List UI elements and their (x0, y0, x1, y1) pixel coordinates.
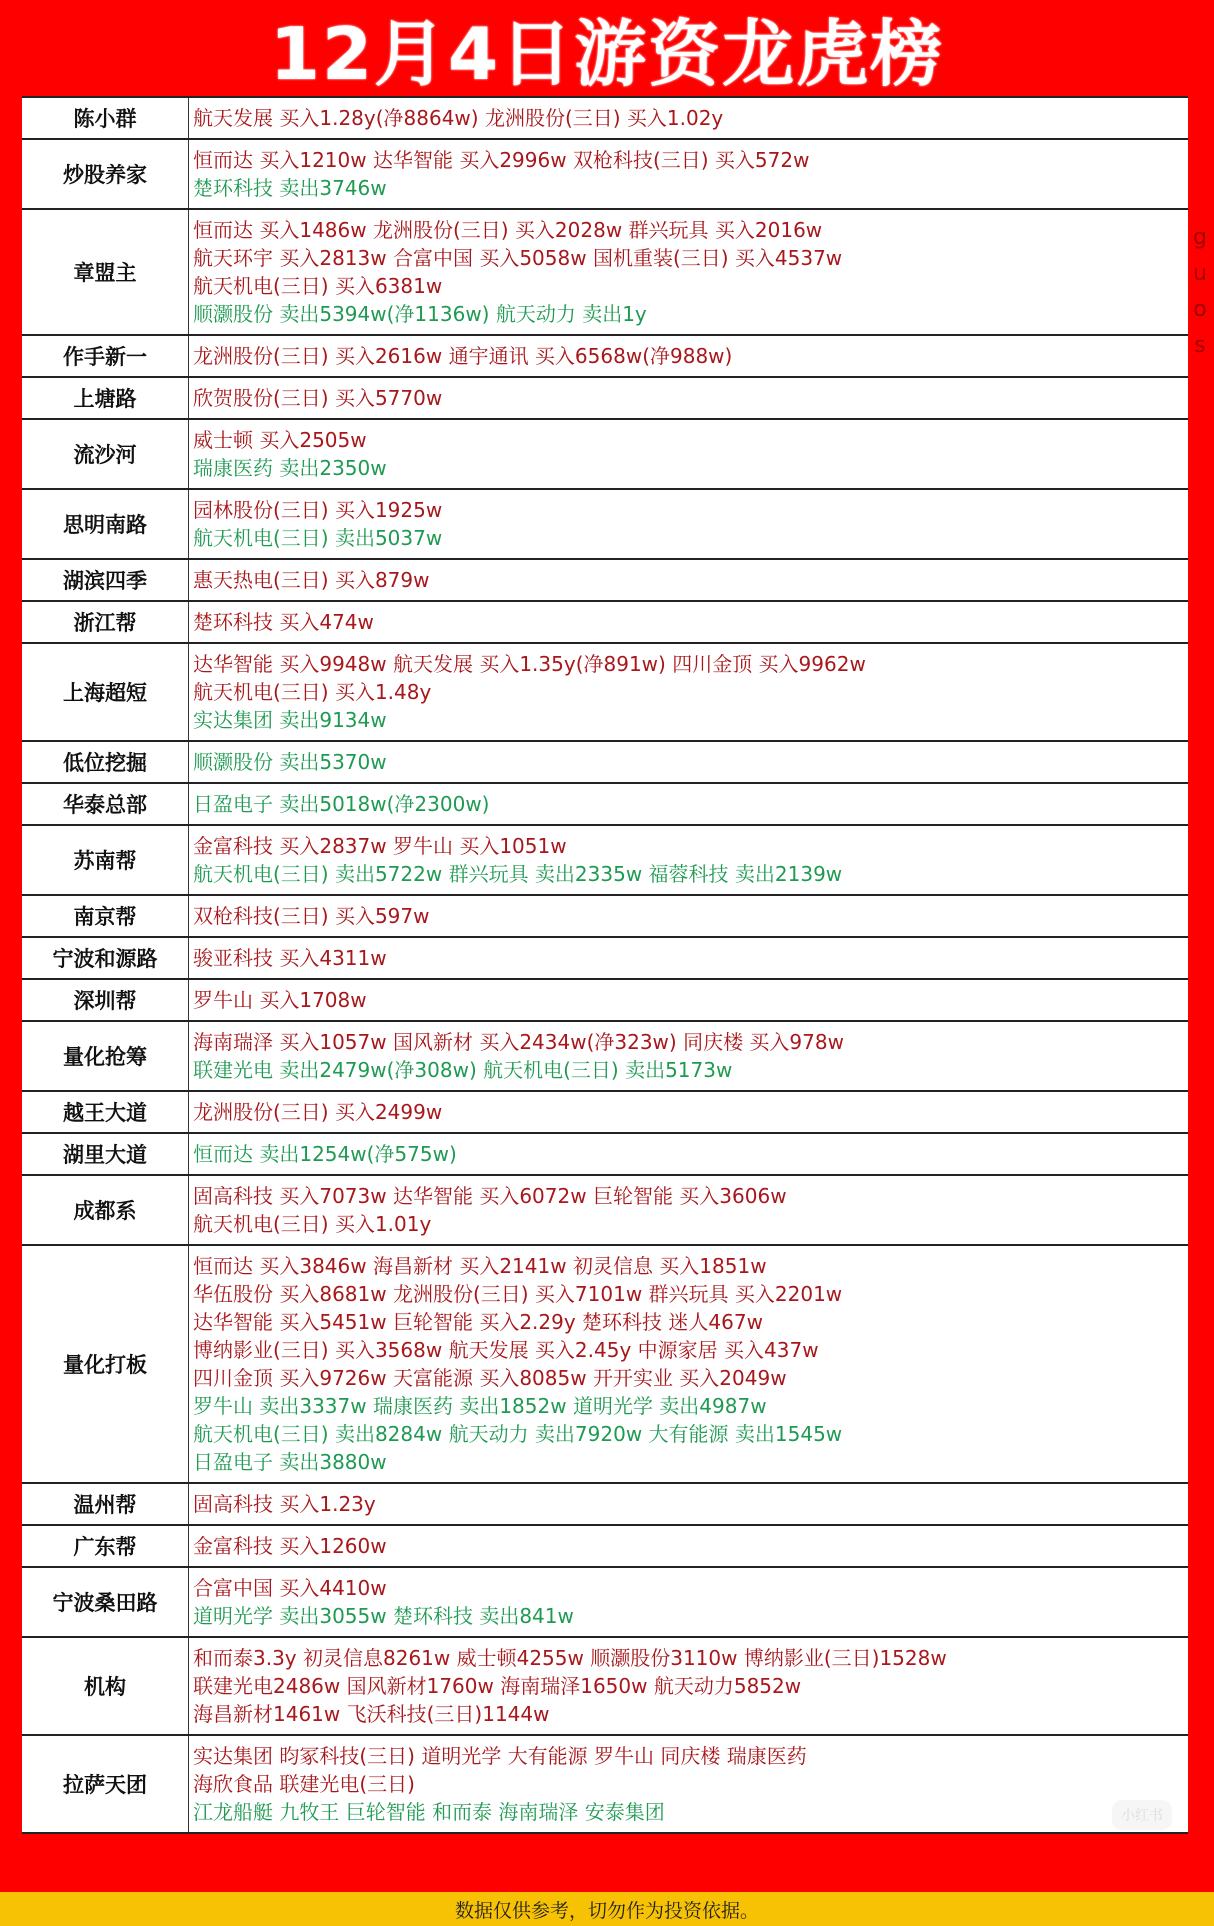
trades-cell (189, 826, 1188, 894)
trader-name: 成都系 (22, 1176, 189, 1244)
table-row (22, 1484, 1188, 1526)
sell-trade-line: 日盈电子 卖出3880w (193, 1450, 387, 1474)
trader-name: 上塘路 (22, 378, 189, 418)
buy-trade-line: 联建光电2486w 国风新材1760w 海南瑞泽1650w 航天动力5852w (193, 1674, 802, 1698)
table-row (22, 742, 1188, 784)
watermark-letter: g (1193, 225, 1207, 250)
trades-cell (189, 1134, 1188, 1174)
buy-trade-line: 金富科技 买入2837w 罗牛山 买入1051w (193, 834, 567, 858)
table-row (22, 560, 1188, 602)
table-row (22, 1092, 1188, 1134)
trader-name: 机构 (22, 1638, 189, 1734)
buy-trade-line: 海南瑞泽 买入1057w 国风新材 买入2434w(净323w) 同庆楼 买入978w (193, 1030, 844, 1054)
trader-name: 思明南路 (22, 490, 189, 558)
buy-trade-line: 海昌新材1461w 飞沃科技(三日)1144w (193, 1702, 550, 1726)
buy-trade-line: 航天环宇 买入2813w 合富中国 买入5058w 国机重装(三日) 买入4537w (193, 246, 843, 270)
table-row (22, 1022, 1188, 1092)
trader-name: 陈小群 (22, 98, 189, 138)
buy-trade-line: 博纳影业(三日) 买入3568w 航天发展 买入2.45y 中源家居 买入437w (193, 1338, 819, 1362)
sell-trade-line: 日盈电子 卖出5018w(净2300w) (193, 792, 490, 816)
table-row (22, 336, 1188, 378)
buy-trade-line: 固高科技 买入1.23y (193, 1492, 376, 1516)
xiaohongshu-badge: 小红书 (1112, 1800, 1172, 1830)
trades-cell (189, 1246, 1188, 1482)
buy-trade-line: 龙洲股份(三日) 买入2616w 通宇通讯 买入6568w(净988w) (193, 344, 733, 368)
buy-trade-line: 骏亚科技 买入4311w (193, 946, 387, 970)
trader-name: 流沙河 (22, 420, 189, 488)
buy-trade-line: 实达集团 昀冢科技(三日) 道明光学 大有能源 罗牛山 同庆楼 瑞康医药 (193, 1744, 807, 1768)
table-row (22, 826, 1188, 896)
buy-trade-line: 达华智能 买入5451w 巨轮智能 买入2.29y 楚环科技 迷人467w (193, 1310, 763, 1334)
trader-name: 湖滨四季 (22, 560, 189, 600)
buy-trade-line: 双枪科技(三日) 买入597w (193, 904, 430, 928)
table-row (22, 1638, 1188, 1736)
trader-name: 宁波桑田路 (22, 1568, 189, 1636)
buy-trade-line: 四川金顶 买入9726w 天富能源 买入8085w 开开实业 买入2049w (193, 1366, 787, 1390)
sell-trade-line: 实达集团 卖出9134w (193, 708, 387, 732)
trader-name: 低位挖掘 (22, 742, 189, 782)
sell-trade-line: 道明光学 卖出3055w 楚环科技 卖出841w (193, 1604, 574, 1628)
buy-trade-line: 海欣食品 联建光电(三日) (193, 1772, 415, 1796)
table-row (22, 1568, 1188, 1638)
trades-cell (189, 938, 1188, 978)
table-row (22, 490, 1188, 560)
table-row (22, 784, 1188, 826)
trades-cell (189, 1568, 1188, 1636)
trades-cell (189, 560, 1188, 600)
table-row (22, 210, 1188, 336)
buy-trade-line: 航天发展 买入1.28y(净8864w) 龙洲股份(三日) 买入1.02y (193, 106, 724, 130)
trades-cell (189, 1176, 1188, 1244)
sell-trade-line: 恒而达 卖出1254w(净575w) (193, 1142, 457, 1166)
trader-name: 上海超短 (22, 644, 189, 740)
buy-trade-line: 园林股份(三日) 买入1925w (193, 498, 443, 522)
sell-trade-line: 顺灏股份 卖出5370w (193, 750, 387, 774)
trader-name: 南京帮 (22, 896, 189, 936)
table-row (22, 1246, 1188, 1484)
trader-name: 深圳帮 (22, 980, 189, 1020)
trades-cell (189, 1092, 1188, 1132)
trades-cell (189, 896, 1188, 936)
trader-name: 作手新一 (22, 336, 189, 376)
sell-trade-line: 瑞康医药 卖出2350w (193, 456, 387, 480)
disclaimer-footer: 数据仅供参考，切勿作为投资依据。 (0, 1892, 1214, 1926)
buy-trade-line: 欣贺股份(三日) 买入5770w (193, 386, 443, 410)
trader-name: 炒股养家 (22, 140, 189, 208)
trades-cell (189, 980, 1188, 1020)
trades-cell (189, 742, 1188, 782)
buy-trade-line: 金富科技 买入1260w (193, 1534, 387, 1558)
watermark-letter: o (1193, 297, 1207, 322)
buy-trade-line: 达华智能 买入9948w 航天发展 买入1.35y(净891w) 四川金顶 买入9962w (193, 652, 866, 676)
trader-name: 宁波和源路 (22, 938, 189, 978)
table-row (22, 644, 1188, 742)
trades-cell (189, 98, 1188, 138)
buy-trade-line: 合富中国 买入4410w (193, 1576, 387, 1600)
trader-name: 浙江帮 (22, 602, 189, 642)
trades-cell (189, 1526, 1188, 1566)
sell-trade-line: 航天机电(三日) 卖出8284w 航天动力 卖出7920w 大有能源 卖出1545w (193, 1422, 843, 1446)
table-row (22, 896, 1188, 938)
trader-name: 量化打板 (22, 1246, 189, 1482)
buy-trade-line: 龙洲股份(三日) 买入2499w (193, 1100, 443, 1124)
buy-trade-line: 恒而达 买入1486w 龙洲股份(三日) 买入2028w 群兴玩具 买入2016w (193, 218, 823, 242)
dragon-tiger-table (22, 96, 1188, 1834)
trades-cell (189, 420, 1188, 488)
watermark-letter: u (1193, 261, 1207, 286)
page-title: 12月4日游资龙虎榜 (269, 12, 945, 96)
buy-trade-line: 航天机电(三日) 买入6381w (193, 274, 443, 298)
trades-cell (189, 378, 1188, 418)
trades-cell (189, 1638, 1188, 1734)
trader-name: 越王大道 (22, 1092, 189, 1132)
trades-cell (189, 336, 1188, 376)
trades-cell (189, 1022, 1188, 1090)
trader-name: 广东帮 (22, 1526, 189, 1566)
buy-trade-line: 华伍股份 买入8681w 龙洲股份(三日) 买入7101w 群兴玩具 买入2201w (193, 1282, 843, 1306)
table-row (22, 980, 1188, 1022)
trader-name: 苏南帮 (22, 826, 189, 894)
table-row (22, 1176, 1188, 1246)
table-row (22, 1134, 1188, 1176)
trades-cell (189, 784, 1188, 824)
watermark (1190, 220, 1210, 364)
sell-trade-line: 顺灏股份 卖出5394w(净1136w) 航天动力 卖出1y (193, 302, 647, 326)
sell-trade-line: 罗牛山 卖出3337w 瑞康医药 卖出1852w 道明光学 卖出4987w (193, 1394, 767, 1418)
sell-trade-line: 航天机电(三日) 卖出5037w (193, 526, 443, 550)
trades-cell (189, 210, 1188, 334)
table-row (22, 938, 1188, 980)
sell-trade-line: 航天机电(三日) 卖出5722w 群兴玩具 卖出2335w 福蓉科技 卖出2139w (193, 862, 843, 886)
trader-name: 温州帮 (22, 1484, 189, 1524)
trades-cell (189, 602, 1188, 642)
buy-trade-line: 和而泰3.3y 初灵信息8261w 威士顿4255w 顺灏股份3110w 博纳影业(三日)1528w (193, 1646, 947, 1670)
trades-cell (189, 490, 1188, 558)
table-row (22, 1526, 1188, 1568)
trader-name: 章盟主 (22, 210, 189, 334)
buy-trade-line: 罗牛山 买入1708w (193, 988, 367, 1012)
trades-cell (189, 644, 1188, 740)
sell-trade-line: 江龙船艇 九牧王 巨轮智能 和而泰 海南瑞泽 安泰集团 (193, 1800, 665, 1824)
table-row (22, 140, 1188, 210)
sell-trade-line: 楚环科技 卖出3746w (193, 176, 387, 200)
table-row (22, 602, 1188, 644)
buy-trade-line: 楚环科技 买入474w (193, 610, 374, 634)
table-row (22, 1736, 1188, 1834)
trades-cell (189, 140, 1188, 208)
trader-name: 量化抢筹 (22, 1022, 189, 1090)
buy-trade-line: 恒而达 买入1210w 达华智能 买入2996w 双枪科技(三日) 买入572w (193, 148, 810, 172)
buy-trade-line: 惠天热电(三日) 买入879w (193, 568, 430, 592)
buy-trade-line: 威士顿 买入2505w (193, 428, 367, 452)
trader-name: 湖里大道 (22, 1134, 189, 1174)
table-row (22, 98, 1188, 140)
table-row (22, 378, 1188, 420)
buy-trade-line: 恒而达 买入3846w 海昌新材 买入2141w 初灵信息 买入1851w (193, 1254, 767, 1278)
sell-trade-line: 联建光电 卖出2479w(净308w) 航天机电(三日) 卖出5173w (193, 1058, 733, 1082)
trader-name: 华泰总部 (22, 784, 189, 824)
trades-cell (189, 1736, 1188, 1832)
buy-trade-line: 航天机电(三日) 买入1.01y (193, 1212, 432, 1236)
table-row (22, 420, 1188, 490)
buy-trade-line: 航天机电(三日) 买入1.48y (193, 680, 432, 704)
buy-trade-line: 固高科技 买入7073w 达华智能 买入6072w 巨轮智能 买入3606w (193, 1184, 787, 1208)
trades-cell (189, 1484, 1188, 1524)
watermark-letter: s (1194, 333, 1206, 358)
trader-name: 拉萨天团 (22, 1736, 189, 1832)
